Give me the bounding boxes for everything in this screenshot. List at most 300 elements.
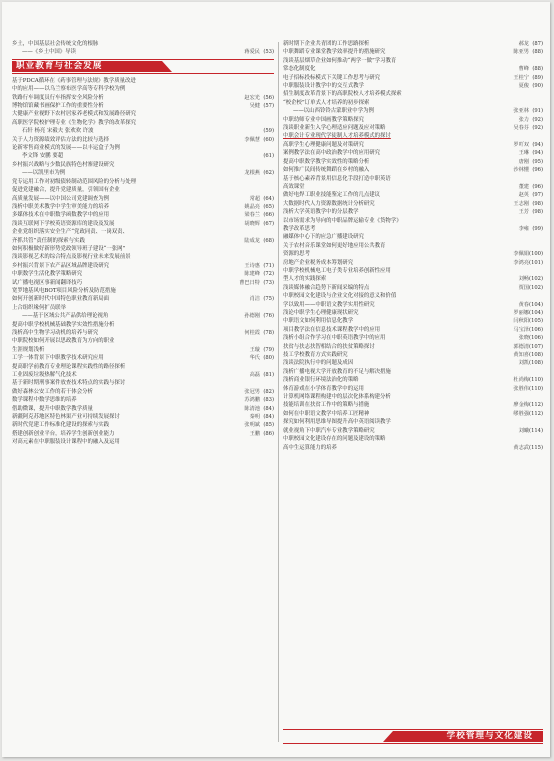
toc-entry[interactable] (283, 200, 543, 208)
toc-entry[interactable] (12, 363, 274, 371)
toc-entry[interactable] (283, 48, 543, 56)
entry-author: 陆成龙 (244, 237, 260, 244)
entry-page-number: (80) (263, 355, 274, 362)
entry-page-number: (59) (263, 128, 274, 135)
entry-page-number: (88) (532, 66, 543, 73)
entry-author: 吴春芬 (513, 125, 529, 132)
entry-author: 肖洁 (249, 296, 260, 303)
toc-entry[interactable] (283, 141, 543, 149)
entry-title: 企业党组织落实安全生产“党政同责、一岗双责、 (12, 229, 128, 236)
entry-title: 试广播电视区事新闻翻译技巧 (12, 279, 83, 286)
entry-author: 贾国 (518, 284, 529, 291)
entry-title: 高职医学院校护理专业《生物化学》教学的改革探究 (12, 119, 136, 126)
entry-author: 陈亚男 (513, 49, 529, 56)
entry-page-number: (108) (529, 352, 543, 359)
toc-entry[interactable] (283, 124, 543, 132)
entry-page-number: (98) (532, 209, 543, 216)
toc-entry[interactable] (283, 359, 543, 367)
entry-title: 型人才的实践探索 (283, 276, 327, 283)
entry-title: 浅析高中生物学习动机的培养与研究 (12, 330, 99, 336)
entry-title: 中职数学生活化教学策略研究 (12, 271, 83, 278)
entry-page-number: (89) (532, 74, 543, 81)
entry-title: 技工学校教育方式实践研究 (283, 352, 348, 359)
toc-entry[interactable] (283, 158, 543, 166)
entry-page-number: (71) (263, 262, 274, 269)
entry-author: 苏鸿鹏 (244, 397, 260, 404)
toc-entry[interactable] (12, 295, 274, 303)
entry-page-number: (114) (529, 427, 543, 434)
entry-page-number: (106) (529, 335, 543, 342)
entry-page-number: (115) (529, 444, 543, 451)
entry-author: 孙德刚 (244, 313, 260, 320)
entry-page-number: (66) (263, 212, 274, 219)
toc-entry[interactable] (283, 65, 543, 73)
entry-page-number: (96) (532, 167, 543, 174)
entry-title: “校企校”订单式人才培养的初步探索 (283, 99, 370, 106)
entry-page-number: (65) (263, 203, 274, 210)
toc-entry[interactable] (283, 401, 543, 409)
entry-title: 多媒体技术在中职数学函数教学中的应用 (12, 212, 110, 219)
entry-author: 王志刚 (513, 200, 529, 207)
entry-title: 工学一体背景下中职教学技术研究应用 (12, 355, 104, 362)
entry-title: ——以山西铃铃古蒙职业中学为例 (293, 108, 374, 115)
toc-entry[interactable] (283, 250, 543, 258)
entry-author: 唐刚 (518, 158, 529, 165)
entry-page-number: (110) (529, 385, 543, 392)
entry-page-number: (86) (263, 430, 274, 437)
entry-author: 赵英 (518, 192, 529, 199)
entry-author: 刘曦 (518, 427, 529, 434)
toc-entry[interactable] (283, 376, 543, 384)
toc-entry[interactable] (283, 74, 543, 82)
entry-title: 浅谈基层烟草企业如何推动“两学一做”学习教育 (283, 57, 397, 64)
toc-entry[interactable] (283, 116, 543, 124)
toc-left-column (12, 40, 274, 447)
entry-author: 张力 (518, 116, 529, 123)
entry-title: 中职校园文化建设与企业文化对接的意义和价值 (283, 293, 397, 300)
entry-author: 张明斌 (244, 422, 260, 429)
toc-entry[interactable] (12, 228, 274, 236)
toc-entry[interactable] (283, 40, 543, 48)
entry-author: 胡晓辉 (244, 220, 260, 227)
entry-title: 基于核心素养背景用信息化手段打造中职英语 (283, 175, 391, 182)
entry-title: 做好森林公安工作的若干体会分析 (12, 388, 93, 395)
toc-entry[interactable] (283, 301, 543, 309)
entry-title: 中职院校如何开展以思政教育为方向的职业 (12, 338, 115, 345)
entry-page-number: (90) (532, 83, 543, 90)
entry-title: 高质量发展——以中国公司党建调查为例 (12, 195, 110, 202)
entry-author: 王桂宁 (513, 74, 529, 81)
entry-page-number: (56) (263, 94, 274, 101)
toc-entry[interactable] (12, 94, 274, 102)
entry-title: 工业固废垃圾热解气化技术 (12, 372, 77, 379)
toc-entry[interactable] (283, 90, 543, 98)
toc-entry[interactable] (12, 245, 274, 253)
entry-title: 宽罗地基风电BOT项目风险分析及防范措施 (12, 287, 116, 294)
toc-entry[interactable] (12, 40, 274, 48)
entry-title: 中职舞蹈专业课堂教学效率提升的措施研究 (283, 49, 386, 56)
section-banner-school-management (283, 729, 543, 744)
entry-title: 如何在中职语文教学中培养工匠精神 (283, 410, 370, 417)
entry-title: 中职服装设计教学中的交互式教学 (283, 83, 364, 90)
toc-entry[interactable] (283, 385, 543, 393)
entry-page-number: (106) (529, 326, 543, 333)
entry-page-number: (100) (529, 251, 543, 258)
toc-entry[interactable] (283, 259, 543, 267)
toc-entry[interactable] (12, 329, 274, 337)
entry-title: 教学改革思考 (283, 225, 316, 232)
entry-title: 促进党建融合，提升党建质量，引领国有企业 (12, 187, 120, 194)
entry-page-number: (112) (529, 402, 543, 409)
entry-author: 李鸿亮 (513, 259, 529, 266)
toc-entry[interactable] (12, 144, 274, 152)
entry-title: 电子招标投标模式下关键工作思考与研究 (283, 74, 381, 81)
entry-title: 搭建创新创业平台，培养学生创新创业能力 (12, 430, 115, 437)
entry-author: 廖金梅 (513, 402, 529, 409)
toc-entry[interactable] (12, 354, 274, 362)
entry-title: 借助微课，提升中职数学教学质量 (12, 405, 93, 412)
toc-entry[interactable] (12, 421, 274, 429)
toc-entry[interactable] (12, 127, 274, 135)
toc-entry[interactable] (283, 309, 543, 317)
entry-title: 中职学校机械电工电子类专业培养创新性应用 (283, 267, 391, 274)
entry-title: 高职学生心理健康问题及对策研究 (283, 141, 364, 148)
toc-entry[interactable] (283, 175, 543, 183)
toc-entry[interactable] (283, 225, 543, 233)
toc-page (2, 2, 550, 757)
toc-entry[interactable] (12, 77, 274, 85)
entry-page-number: (67) (263, 220, 274, 227)
toc-entry[interactable] (12, 346, 274, 354)
toc-entry[interactable] (12, 211, 274, 219)
entry-title: 铁路行车调度员行车指挥安全风险分析 (12, 94, 104, 101)
entry-title: 浅谈法院执行中的问题及成因 (283, 360, 354, 367)
entry-title: 中职校园文化建设存在的问题及建设的策略 (283, 436, 386, 443)
toc-entry[interactable] (283, 410, 543, 418)
toc-entry[interactable] (12, 413, 274, 421)
entry-title: 李文锋 安鹏 要超 (22, 153, 64, 160)
toc-entry[interactable] (283, 183, 543, 191)
entry-author: 张晓 (518, 335, 529, 342)
toc-entry[interactable] (12, 287, 274, 295)
toc-entry[interactable] (12, 304, 274, 312)
entry-author: 马宝泽 (513, 326, 529, 333)
entry-page-number: (107) (529, 343, 543, 350)
entry-page-number: (104) (529, 301, 543, 308)
toc-entry[interactable] (12, 48, 274, 56)
entry-author: 高磊 (249, 372, 260, 379)
toc-entry[interactable] (283, 208, 543, 216)
entry-author: 陈清池 (244, 405, 260, 412)
entry-title: 项目教学法在信息技术课程教学中的应用 (283, 326, 381, 333)
entry-author: 杜尚梅 (513, 377, 529, 384)
entry-title: ——以凯里市为例 (22, 170, 66, 177)
entry-author: 张冠男 (244, 388, 260, 395)
entry-title: 新时代党建工作标准化建设的探索与实践 (12, 422, 110, 429)
toc-entry[interactable] (283, 191, 543, 199)
entry-page-number: (112) (529, 410, 543, 417)
toc-entry[interactable] (283, 132, 543, 140)
entry-title: 基于PDCA循环在《药事管理与法规》教学质量改进 (12, 77, 136, 84)
toc-entry[interactable] (12, 186, 274, 194)
entry-author: 蒋爱民 (244, 49, 260, 56)
entry-author: 赵宏光 (244, 94, 260, 101)
toc-entry[interactable] (12, 110, 274, 118)
entry-page-number: (96) (532, 183, 543, 190)
entry-title: 浅论中职学生心理健康现状研究 (283, 310, 359, 316)
entry-page-number: (94) (532, 141, 543, 148)
toc-entry[interactable] (12, 161, 274, 169)
entry-author: 黄知喜 (513, 352, 529, 359)
toc-entry[interactable] (283, 57, 543, 65)
toc-entry[interactable] (283, 326, 543, 334)
toc-entry[interactable] (12, 262, 274, 270)
entry-author: 李佩慧 (244, 136, 260, 143)
entry-title: 乡村振兴背景下农产品区域品牌建设研究 (12, 262, 110, 269)
entry-page-number: (84) (263, 405, 274, 412)
entry-author: 李佩娟 (513, 251, 529, 258)
entry-author: 刘畅 (518, 276, 529, 283)
toc-entry[interactable] (12, 178, 274, 186)
entry-title: 中职语文如何利用信息化教学 (283, 318, 354, 325)
entry-title: 房地产企业税务成本筹划研究 (283, 259, 354, 266)
toc-entry[interactable] (283, 343, 543, 351)
toc-entry[interactable] (283, 242, 543, 250)
toc-entry[interactable] (12, 136, 274, 144)
entry-title: 提高职学前教育专业理论课程实践性的路径探析 (12, 363, 126, 370)
entry-title: 乡村振兴战略与少数民族特色村寨建设研究 (12, 161, 115, 168)
entry-author: 王芳 (518, 209, 529, 216)
entry-page-number: (72) (263, 271, 274, 278)
toc-entry[interactable] (12, 405, 274, 413)
entry-title: 石轩 杨亮 宋毅夫 张欢欢 许波 (22, 128, 94, 135)
entry-page-number: (79) (263, 346, 274, 353)
entry-title: 数学课程中数学思维的培养 (12, 397, 77, 404)
column-divider (278, 42, 279, 742)
toc-entry[interactable] (12, 379, 274, 387)
entry-author: 黄志武 (513, 444, 529, 451)
toc-entry[interactable] (283, 149, 543, 157)
entry-page-number: (104) (529, 310, 543, 316)
entry-title: 生涯规划浅析 (12, 346, 45, 353)
entry-author: 何桂霞 (244, 330, 260, 336)
entry-author: 闫秋阳 (513, 318, 529, 325)
entry-title: 学以致用——中职语文教学实用性研究 (283, 301, 375, 308)
entry-author: 曹峰 (518, 66, 529, 73)
entry-title: 浅谈职业新生入学心理适应问题及应对策略 (283, 125, 386, 132)
entry-author: 缪胜强 (513, 410, 529, 417)
toc-entry[interactable] (283, 166, 543, 174)
entry-author: 华氏 (249, 355, 260, 362)
toc-entry[interactable] (283, 427, 543, 435)
entry-page-number: (84) (263, 414, 274, 421)
toc-entry[interactable] (283, 351, 543, 359)
toc-entry[interactable] (12, 253, 274, 261)
entry-title: 就业视角下中职汽车专业教学策略研究 (283, 427, 375, 434)
entry-author: 王璇 (249, 346, 260, 353)
entry-page-number: (83) (263, 397, 274, 404)
entry-title: 高中生运算能力的培养 (283, 444, 337, 451)
entry-title: 招生制度改革背景下的高职院校人才培养模式探索 (283, 91, 402, 98)
entry-page-number: (95) (532, 158, 543, 165)
entry-title: 高效课堂 (283, 183, 305, 190)
entry-page-number: (105) (529, 318, 543, 325)
toc-entry[interactable] (283, 368, 543, 376)
entry-title: ——《乡土中国》导读 (22, 49, 76, 56)
entry-title: 浅谈互联网下学校英语资源库的建设及发展 (12, 220, 115, 227)
toc-entry[interactable] (12, 85, 274, 93)
entry-page-number: (85) (263, 422, 274, 429)
entry-title: 博物馆馆藏书画保护工作的重要性分析 (12, 103, 104, 110)
entry-page-number: (53) (263, 49, 274, 56)
entry-title: 中职会计专业现代学徒制人才培养模式的探讨 (283, 133, 391, 140)
entry-title: 技能培训在扶贫工作中的策略与措施 (283, 402, 370, 409)
toc-entry[interactable] (283, 317, 543, 325)
toc-entry[interactable] (283, 292, 543, 300)
entry-author: 吴健 (249, 103, 260, 110)
entry-page-number: (94) (532, 150, 543, 157)
entry-title: 浅析中职美术教学中学生审美能力的培养 (12, 203, 110, 210)
toc-entry[interactable] (283, 393, 543, 401)
toc-entry[interactable] (12, 396, 274, 404)
entry-author: 曹巴日特 (239, 279, 260, 286)
entry-page-number: (92) (532, 125, 543, 132)
entry-page-number: (73) (263, 279, 274, 286)
entry-author: 夏俊 (518, 83, 529, 90)
toc-entry[interactable] (283, 418, 543, 426)
toc-entry[interactable] (12, 279, 274, 287)
toc-entry[interactable] (283, 99, 543, 107)
entry-author: 秦明 (249, 414, 260, 421)
toc-entry[interactable] (12, 102, 274, 110)
entry-title: 大健康产业视野下农村居家养老模式和发展路径研究 (12, 111, 136, 118)
entry-title: 齐抓共管”责任制的探索与实践 (12, 237, 85, 244)
toc-entry[interactable] (12, 220, 274, 228)
entry-title: 如何开创新时代中国特色职业教育新局面 (12, 296, 110, 303)
toc-entry[interactable] (12, 337, 274, 345)
entry-page-number: (108) (529, 360, 543, 367)
entry-author: 郝龙 (518, 41, 529, 47)
entry-title: 中职幼师专业中国画教学策略探究 (283, 116, 364, 123)
entry-title: 扶贫与扶志扶智相结合的扶贫策略探讨 (283, 343, 375, 350)
entry-page-number: (101) (529, 259, 543, 266)
entry-page-number: (64) (263, 195, 274, 202)
entry-page-number: (97) (532, 192, 543, 199)
entry-title: 大数据时代人力资源数据统计分析研究 (283, 200, 375, 207)
toc-entry[interactable] (12, 237, 274, 245)
entry-author: 刘凯 (518, 360, 529, 367)
toc-entry[interactable] (12, 371, 274, 379)
entry-title: ——基于区域公共产品供给理论视角 (22, 313, 109, 320)
entry-page-number: (110) (529, 377, 543, 384)
toc-entry[interactable] (12, 388, 274, 396)
entry-page-number: (102) (529, 284, 543, 291)
section-title: 职业教育与社会发展 (16, 60, 103, 71)
entry-author: 王鹏 (249, 430, 260, 437)
entry-author: 沙林懂 (513, 167, 529, 174)
toc-entry[interactable] (12, 195, 274, 203)
entry-author: 梁春兰 (244, 212, 260, 219)
entry-author: 姚晶亮 (244, 203, 260, 210)
entry-page-number: (82) (263, 388, 274, 395)
entry-author: 王琳 (518, 150, 529, 157)
toc-entry[interactable] (12, 270, 274, 278)
entry-title: 浅析小组合作学习在中职英语教学中的应用 (283, 335, 386, 342)
entry-page-number: (98) (532, 200, 543, 207)
entry-page-number: (92) (532, 116, 543, 123)
entry-title: 乡土，中国基层社会传统文化的根脉 (12, 41, 99, 47)
entry-title: 以市场需求为导向的中职品牌运输专业《货物学》 (283, 217, 402, 224)
entry-page-number: (91) (532, 108, 543, 115)
toc-entry[interactable] (12, 312, 274, 320)
entry-page-number: (99) (532, 225, 543, 232)
entry-page-number: (75) (263, 296, 274, 303)
toc-entry[interactable] (12, 321, 274, 329)
toc-entry[interactable] (12, 152, 274, 160)
toc-entry[interactable] (12, 169, 274, 177)
entry-author: 罗丽娜 (513, 310, 529, 316)
entry-author: 张胜伟 (513, 385, 529, 392)
entry-title: 案例教学法在高中政治教学中的应用研究 (283, 150, 381, 157)
entry-author: 王诗惠 (244, 262, 260, 269)
entry-title: 浅谈媒体融合趋势下新闻采编的特点 (283, 284, 370, 291)
toc-entry[interactable] (12, 430, 274, 438)
entry-title: 浅谈影视艺术的综合特点及影视行业未来发展前景 (12, 254, 131, 261)
entry-author: 龙根燕 (244, 170, 260, 177)
entry-title: 基于新时期刑事案件放查技术特点的实践与探讨 (12, 380, 126, 387)
toc-entry[interactable] (12, 203, 274, 211)
toc-entry[interactable] (12, 438, 274, 446)
toc-entry[interactable] (283, 275, 543, 283)
toc-entry[interactable] (12, 119, 274, 127)
toc-entry[interactable] (283, 217, 543, 225)
toc-entry[interactable] (283, 334, 543, 342)
toc-entry[interactable] (283, 233, 543, 241)
toc-entry[interactable] (283, 82, 543, 90)
entry-author: 李雍 (518, 225, 529, 232)
toc-right-column (283, 40, 543, 452)
toc-entry[interactable] (283, 107, 543, 115)
entry-title: 论新零售商业模式的发展——以丰运盒子为例 (12, 145, 120, 152)
entry-author: 黄春 (518, 301, 529, 308)
section-title: 学校管理与文化建设 (446, 731, 533, 741)
entry-title: 如何积极做好新形势党政领导班子建设“一张网” (12, 245, 126, 252)
entry-page-number: (62) (263, 170, 274, 177)
entry-title: 关于人力资源绩效评估方法的比较与选择 (12, 136, 110, 143)
entry-title: 新时期下企业共青团的工作思路探析 (283, 41, 370, 47)
entry-title: 探究如何利用思维导图提升高中英语阅读教学 (283, 419, 391, 426)
entry-page-number: (78) (263, 330, 274, 336)
toc-entry[interactable] (283, 444, 543, 452)
section-banner (12, 59, 274, 74)
entry-page-number: (88) (532, 49, 543, 56)
entry-page-number: (76) (263, 313, 274, 320)
entry-author: 罗吖双 (513, 141, 529, 148)
entry-title: 提高中职学校机械基础教学实效性措施分析 (12, 321, 115, 328)
entry-page-number: (57) (263, 103, 274, 110)
toc-entry[interactable] (283, 267, 543, 275)
toc-entry[interactable] (283, 435, 543, 443)
entry-title: 体育游戏在小学体育教学中的运用 (283, 385, 364, 392)
entry-author: 董建 (518, 183, 529, 190)
entry-page-number: (60) (263, 136, 274, 143)
entry-author: 郭德清 (513, 343, 529, 350)
toc-entry[interactable] (283, 284, 543, 292)
entry-page-number: (81) (263, 372, 274, 379)
entry-title: 中的应用——以乌兰察布医学高等专科学校为例 (12, 86, 126, 93)
entry-page-number: (68) (263, 237, 274, 244)
entry-page-number: (87) (532, 41, 543, 47)
